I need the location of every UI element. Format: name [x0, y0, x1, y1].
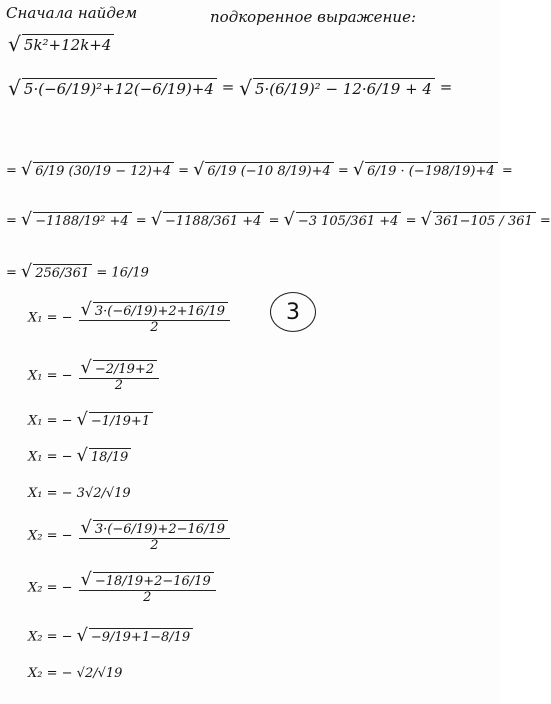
x1-label: X₁ = − [28, 449, 73, 465]
eq-sign: = [6, 265, 17, 281]
denominator-two: 2 [114, 377, 124, 393]
step1-b: 5·(6/19)² − 12·6/19 + 4 [253, 78, 435, 98]
eq-sign: = [178, 163, 190, 179]
header-right: подкоренное выражение: [210, 8, 416, 26]
step1-a: 5·(−6/19)²+12(−6/19)+4 [22, 78, 217, 98]
x1-line-2: X₁ = − √ −2/19+2 2 [28, 360, 161, 392]
x1-label: X₁ = − [28, 413, 73, 429]
step3-c: −3 105/361 +4 [296, 212, 402, 230]
x2-label: X₂ = − [28, 580, 73, 596]
circled-number: 3 [270, 292, 316, 332]
x2-l2: −18/19+2−16/19 [93, 572, 214, 590]
x2-label: X₂ = − [28, 666, 73, 681]
eq-sign: = [268, 213, 280, 229]
x2-l4: √2/√19 [76, 666, 123, 681]
eq-sign: = [96, 265, 108, 281]
denominator-two: 2 [150, 537, 159, 553]
step3-a: −1188/19² +4 [33, 212, 131, 230]
eq-sign: = [539, 213, 551, 229]
step4-a: 256/361 [33, 264, 92, 282]
x1-l1: 3·(−6/19)+2+16/19 [93, 302, 228, 320]
radicand-expression: √ 5k²+12k+4 [8, 34, 114, 54]
eq-sign: = [337, 163, 349, 179]
x2-line-2: X₂ = − √ −18/19+2−16/19 2 [28, 572, 218, 604]
step2-a: 6/19 (30/19 − 12)+4 [33, 162, 174, 180]
x1-line-5 [28, 486, 131, 501]
x1-l5: 3√2/√19 [76, 486, 131, 501]
eq-sign: = [6, 163, 17, 179]
x1-l4: 18/19 [89, 448, 131, 466]
x1-line-1: X₁ = − √ 3·(−6/19)+2+16/19 2 [28, 302, 232, 334]
x1-line-3: X₁ = − √ −1/19+1 [28, 412, 153, 430]
x2-l3: −9/19+1−8/19 [89, 628, 193, 646]
x2-line-4 [28, 666, 122, 681]
step2-c: 6/19 · (−198/19)+4 [365, 162, 498, 180]
radicand-text: 5k²+12k+4 [22, 34, 115, 54]
denominator-two: 2 [143, 589, 152, 605]
step2-line: = √ 6/19 (30/19 − 12)+4 = √ 6/19 (−10 8/19)+4 = √ 6/19 · (−198/19)+4 = [6, 160, 513, 180]
x2-label: X₂ = − [28, 629, 73, 645]
step1-line: √ 5·(−6/19)²+12(−6/19)+4 = √ 5·(6/19)² − 12·6/19 + 4 = [8, 76, 453, 100]
x2-l1: 3·(−6/19)+2−16/19 [93, 520, 228, 538]
step3-b: −1188/361 +4 [163, 212, 264, 230]
x1-l2: −2/19+2 [93, 360, 157, 378]
x1-line-4: X₁ = − √ 18/19 [28, 448, 131, 466]
x2-line-1: X₂ = − √ 3·(−6/19)+2−16/19 2 [28, 520, 232, 552]
x1-label: X₁ = − [28, 368, 73, 384]
step4-line: = √ 256/361 = 16/19 [6, 262, 149, 282]
step3-d: 361−105 / 361 [433, 212, 536, 230]
step3-line: = √ −1188/19² +4 = √ −1188/361 +4 = √ −3 105/361 +4 = √ 361−105 / 361 = [6, 210, 551, 230]
eq-sign: = [135, 213, 147, 229]
denominator-two: 2 [150, 319, 159, 335]
x1-label: X₁ = − [28, 486, 73, 501]
eq-sign: = [6, 213, 17, 229]
header-left: Сначала найдем [6, 4, 138, 22]
x2-label: X₂ = − [28, 528, 73, 544]
step4-b: 16/19 [111, 265, 149, 281]
x2-line-3: X₂ = − √ −9/19+1−8/19 [28, 628, 193, 646]
x1-label: X₁ = − [28, 310, 73, 326]
eq-sign: = [221, 78, 235, 97]
x1-l3: −1/19+1 [89, 412, 153, 430]
step2-b: 6/19 (−10 8/19)+4 [205, 162, 333, 180]
eq-sign: = [501, 163, 513, 179]
eq-sign: = [405, 213, 417, 229]
eq-sign: = [439, 78, 453, 97]
